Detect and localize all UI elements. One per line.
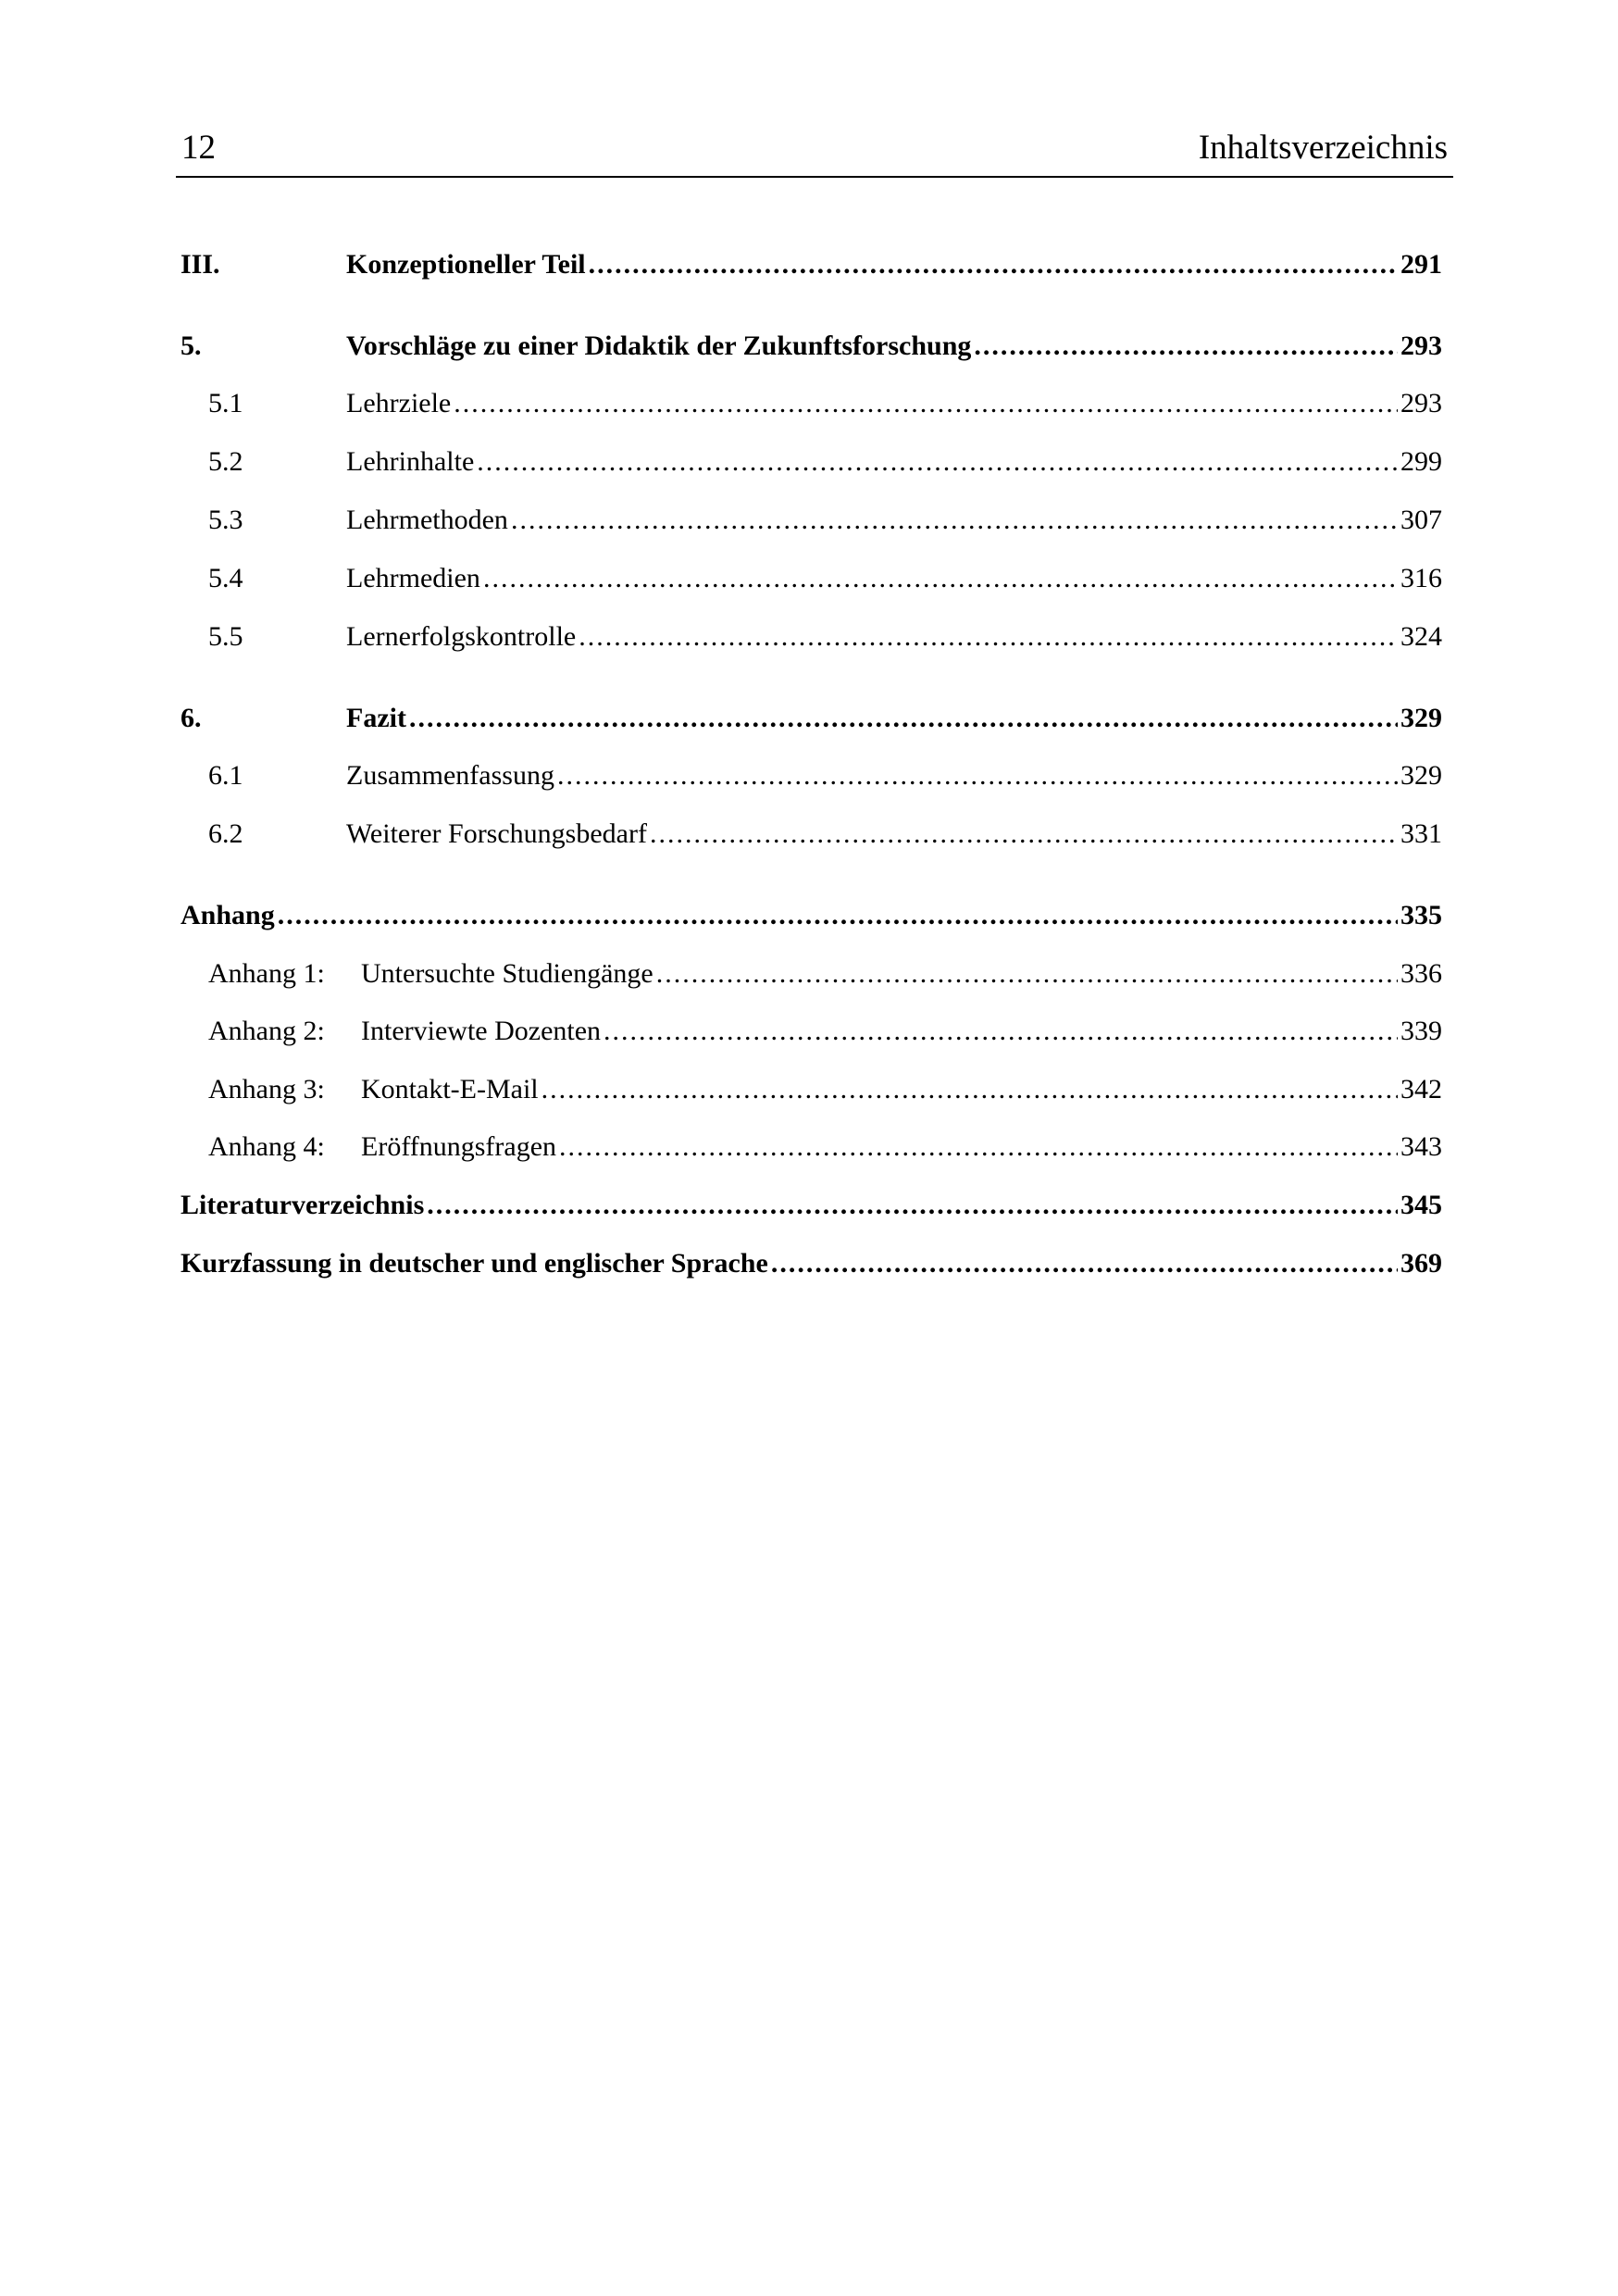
page-number: 12	[181, 129, 216, 167]
toc-number: 6.2	[208, 818, 243, 849]
toc-page: 345	[1400, 1190, 1442, 1220]
toc-page: 335	[1400, 900, 1442, 930]
toc-page: 291	[1400, 249, 1442, 280]
toc-title: Fazit	[346, 703, 406, 733]
toc-number: Anhang 1:	[208, 958, 325, 989]
toc-section-6-1[interactable]	[0, 755, 1618, 796]
toc-section-5-3[interactable]	[0, 500, 1618, 541]
toc-title: Kontakt-E-Mail	[361, 1074, 539, 1104]
toc-page: 307	[1400, 505, 1442, 535]
toc-summary[interactable]	[0, 1243, 1618, 1284]
toc-number: 6.	[180, 703, 202, 733]
toc-page: 336	[1400, 958, 1442, 989]
toc-page: 342	[1400, 1074, 1442, 1104]
toc-chapter-5[interactable]	[0, 326, 1618, 367]
toc-number: 5.	[180, 331, 202, 361]
dot-leader	[409, 698, 1398, 739]
toc-number: 5.2	[208, 446, 243, 477]
toc-number: 6.1	[208, 760, 243, 791]
toc-section-5-5[interactable]	[0, 617, 1618, 657]
toc-page: 293	[1400, 388, 1442, 418]
toc-page: 331	[1400, 818, 1442, 849]
toc-chapter-6[interactable]	[0, 698, 1618, 739]
running-title: Inhaltsverzeichnis	[1198, 129, 1448, 167]
toc-title: Lehrinhalte	[346, 446, 475, 477]
toc-title: Lehrziele	[346, 388, 452, 418]
toc-section-5-4[interactable]	[0, 558, 1618, 599]
dot-leader	[427, 1185, 1398, 1226]
toc-title: Literaturverzeichnis	[180, 1190, 425, 1220]
toc-section-5-1[interactable]	[0, 383, 1618, 424]
dot-leader	[278, 895, 1398, 936]
dot-leader	[974, 326, 1398, 367]
toc-title: Interviewte Dozenten	[361, 1016, 602, 1046]
dot-leader	[541, 1069, 1398, 1110]
toc-title: Untersuchte Studiengänge	[361, 958, 653, 989]
toc-appendix-3[interactable]	[0, 1069, 1618, 1110]
toc-number: III.	[180, 249, 220, 280]
toc-page: 369	[1400, 1248, 1442, 1279]
toc-number: Anhang 2:	[208, 1016, 325, 1046]
toc-title: Eröffnungsfragen	[361, 1131, 557, 1162]
toc-appendix-1[interactable]	[0, 954, 1618, 994]
toc-number: 5.5	[208, 621, 243, 652]
toc-number: 5.4	[208, 563, 243, 593]
toc-title: Lehrmethoden	[346, 505, 508, 535]
dot-leader	[589, 244, 1398, 285]
toc-bibliography[interactable]	[0, 1185, 1618, 1226]
toc-page: 299	[1400, 446, 1442, 477]
page-header	[176, 128, 1453, 178]
dot-leader	[483, 558, 1398, 599]
toc-number: Anhang 3:	[208, 1074, 325, 1104]
toc-title: Anhang	[180, 900, 275, 930]
dot-leader	[656, 954, 1398, 994]
toc-title: Weiterer Forschungsbedarf	[346, 818, 647, 849]
toc-title: Zusammenfassung	[346, 760, 554, 791]
toc-section-5-2[interactable]	[0, 442, 1618, 482]
toc-number: Anhang 4:	[208, 1131, 325, 1162]
dot-leader	[511, 500, 1398, 541]
toc-section-6-2[interactable]	[0, 814, 1618, 855]
dot-leader	[557, 755, 1398, 796]
toc-appendix-2[interactable]	[0, 1011, 1618, 1052]
toc-page: 316	[1400, 563, 1442, 593]
dot-leader	[477, 442, 1398, 482]
toc-number: 5.3	[208, 505, 243, 535]
toc-title: Lehrmedien	[346, 563, 480, 593]
toc-part-iii[interactable]	[0, 244, 1618, 285]
dot-leader	[650, 814, 1398, 855]
toc-title: Konzeptioneller Teil	[346, 249, 586, 280]
toc-page: 329	[1400, 703, 1442, 733]
toc-page: 339	[1400, 1016, 1442, 1046]
toc-number: 5.1	[208, 388, 243, 418]
dot-leader	[579, 617, 1398, 657]
dot-leader	[559, 1127, 1398, 1167]
dot-leader	[454, 383, 1398, 424]
dot-leader	[604, 1011, 1398, 1052]
toc-title: Vorschläge zu einer Didaktik der Zukunftsforschung	[346, 331, 972, 361]
toc-page: 329	[1400, 760, 1442, 791]
toc-page: 293	[1400, 331, 1442, 361]
toc-page: 343	[1400, 1131, 1442, 1162]
toc-title: Kurzfassung in deutscher und englischer Sprache	[180, 1248, 768, 1279]
toc-appendix[interactable]	[0, 895, 1618, 936]
toc-page: 324	[1400, 621, 1442, 652]
dot-leader	[771, 1243, 1398, 1284]
toc-title: Lernerfolgskontrolle	[346, 621, 577, 652]
toc-appendix-4[interactable]	[0, 1127, 1618, 1167]
